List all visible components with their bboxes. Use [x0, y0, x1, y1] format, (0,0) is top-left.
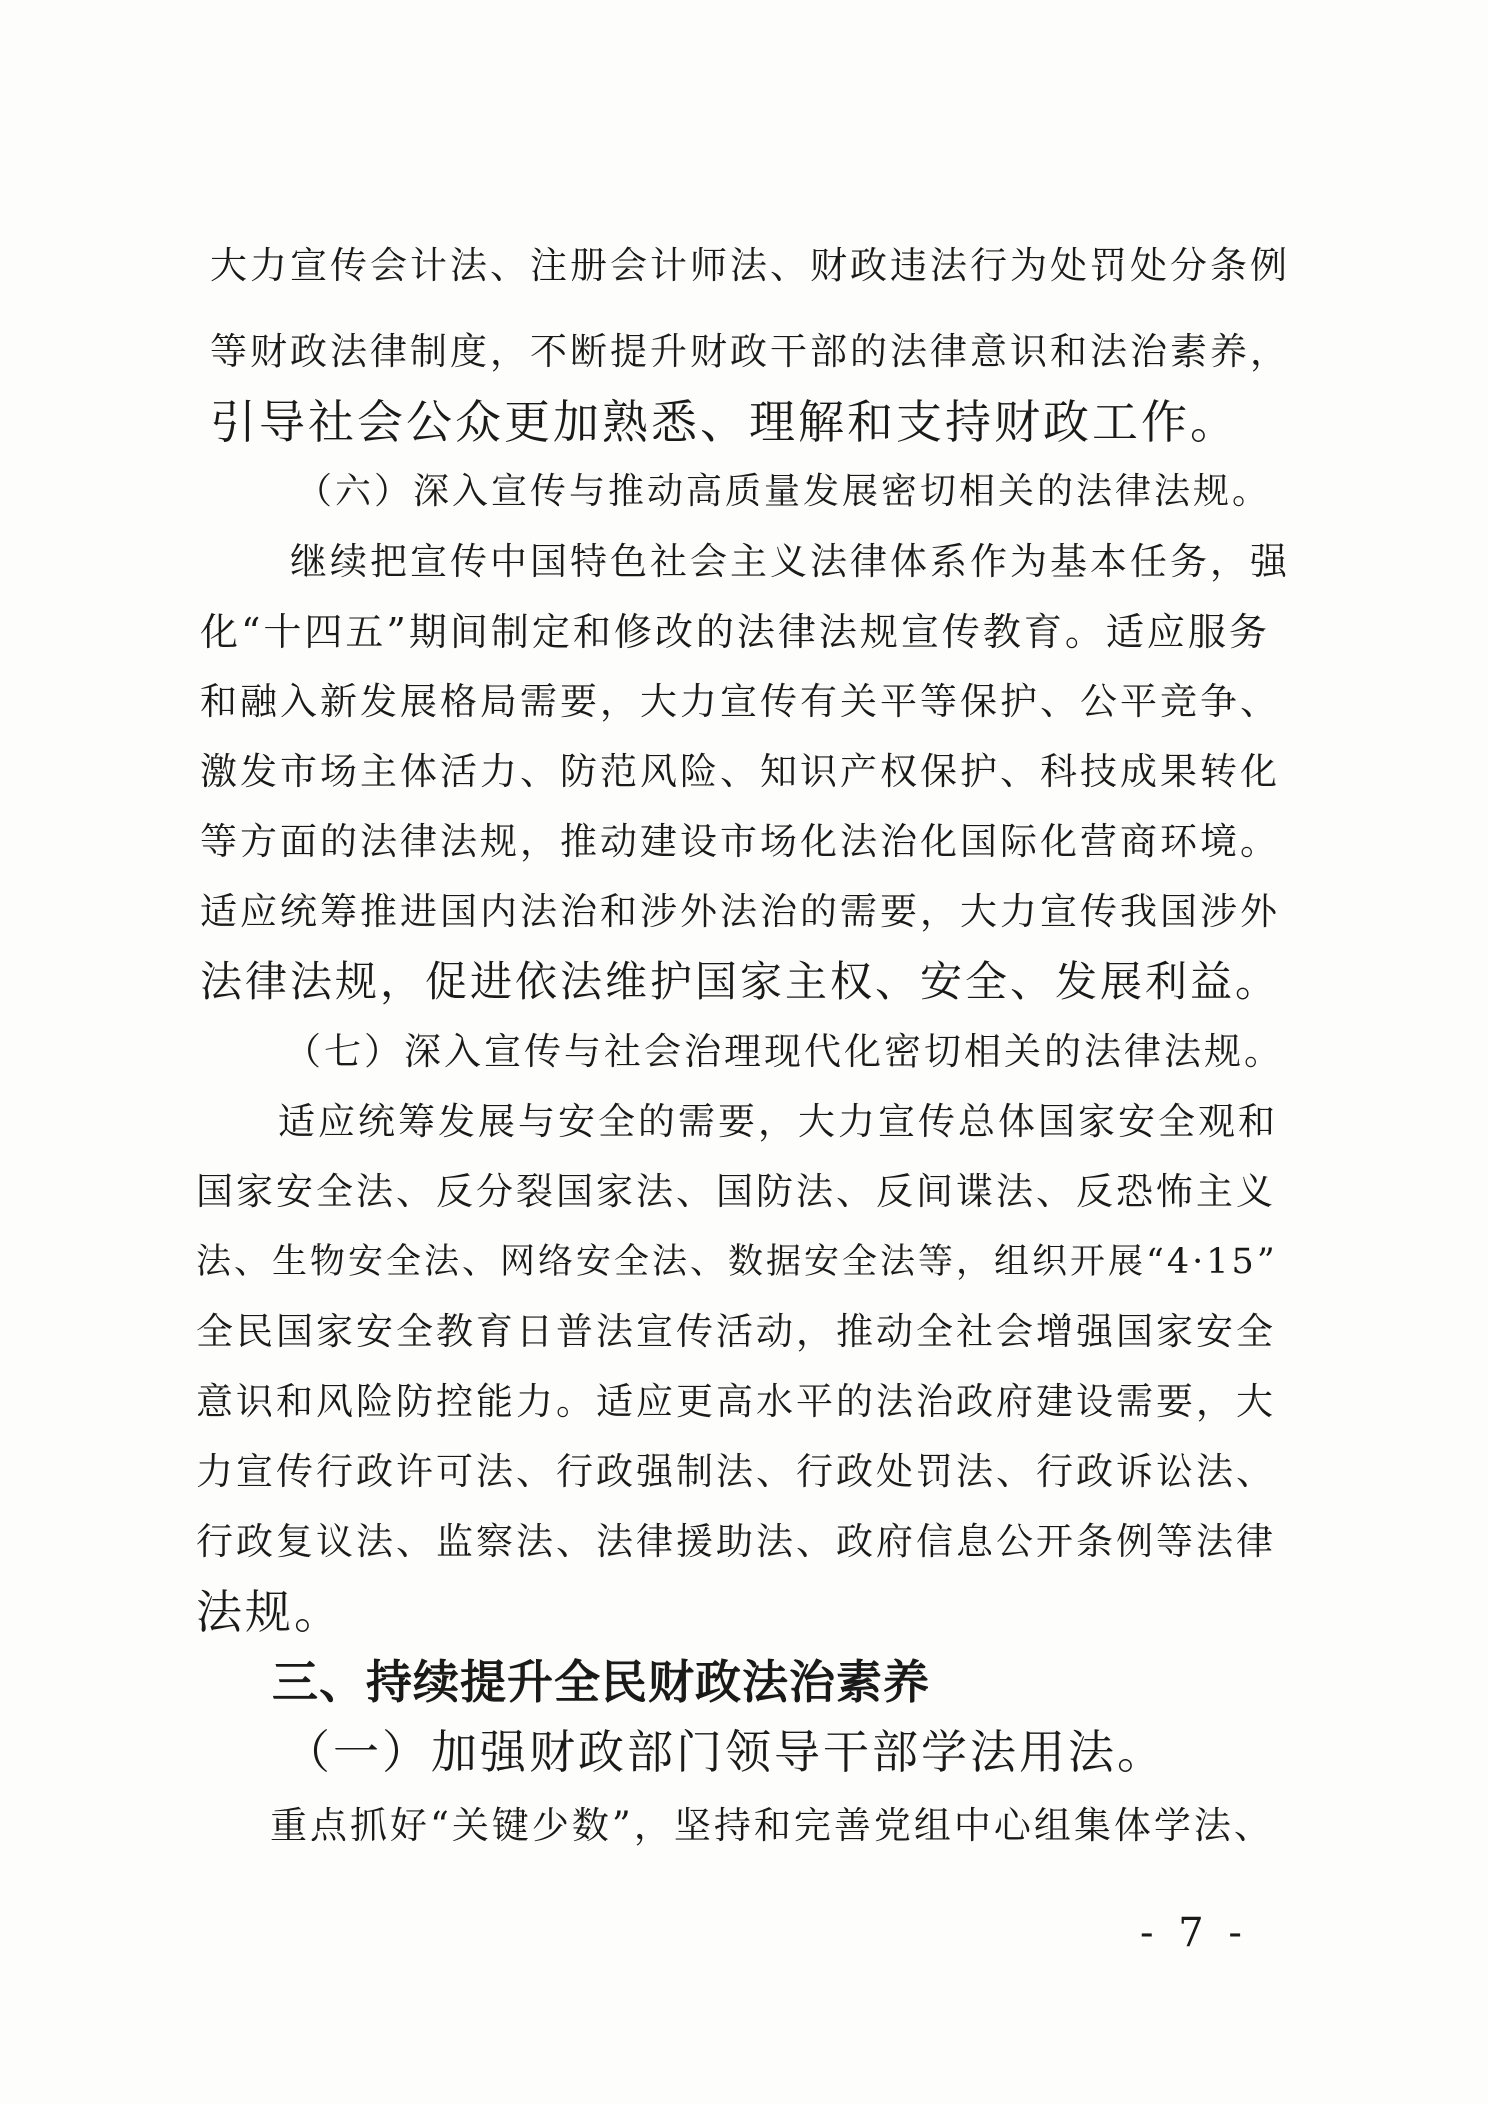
section-heading-7: （七）深入宣传与社会治理现代化密切相关的法律法规。	[284, 1030, 1284, 1073]
subsection-heading-1: （一）加强财政部门领导干部学法用法。	[284, 1725, 1166, 1779]
body-line-10: 适应统筹推进国内法治和涉外法治的需要，大力宣传我国涉外	[200, 890, 1280, 933]
body-line-2: 等财政法律制度，不断提升财政干部的法律意识和法治素养，	[210, 330, 1290, 373]
body-line-14: 国家安全法、反分裂国家法、国防法、反间谍法、反恐怖主义	[196, 1170, 1276, 1213]
body-line-5: 继续把宣传中国特色社会主义法律体系作为基本任务，强	[290, 540, 1290, 583]
body-line-3: 引导社会公众更加熟悉、理解和支持财政工作。	[210, 395, 1239, 449]
body-line-13: 适应统筹发展与安全的需要，大力宣传总体国家安全观和	[278, 1100, 1278, 1143]
body-line-8: 激发市场主体活力、防范风险、知识产权保护、科技成果转化	[200, 750, 1280, 793]
body-line-15: 法、生物安全法、网络安全法、数据安全法等，组织开展“4·15”	[196, 1242, 1278, 1282]
body-line-20: 法规。	[196, 1585, 343, 1639]
section-heading-6: （六）深入宣传与推动高质量发展密切相关的法律法规。	[296, 471, 1272, 512]
body-line-16: 全民国家安全教育日普法宣传活动，推动全社会增强国家安全	[196, 1310, 1276, 1353]
body-line-18: 力宣传行政许可法、行政强制法、行政处罚法、行政诉讼法、	[196, 1450, 1276, 1493]
chapter-heading-3: 三、持续提升全民财政法治素养	[272, 1655, 930, 1709]
body-line-1: 大力宣传会计法、注册会计师法、财政违法行为处罚处分条例	[210, 244, 1290, 287]
body-line-7: 和融入新发展格局需要，大力宣传有关平等保护、公平竞争、	[200, 680, 1280, 723]
body-line-11: 法律法规，促进依法维护国家主权、安全、发展利益。	[200, 957, 1281, 1006]
body-line-6: 化“十四五”期间制定和修改的法律法规宣传教育。适应服务	[200, 610, 1270, 654]
body-line-23: 重点抓好“关键少数”，坚持和完善党组中心组集体学法、	[270, 1804, 1274, 1847]
page-number: - 7 -	[1140, 1910, 1248, 1956]
body-line-17: 意识和风险防控能力。适应更高水平的法治政府建设需要，大	[196, 1380, 1276, 1423]
body-line-19: 行政复议法、监察法、法律援助法、政府信息公开条例等法律	[196, 1520, 1276, 1563]
body-line-9: 等方面的法律法规，推动建设市场化法治化国际化营商环境。	[200, 820, 1280, 863]
